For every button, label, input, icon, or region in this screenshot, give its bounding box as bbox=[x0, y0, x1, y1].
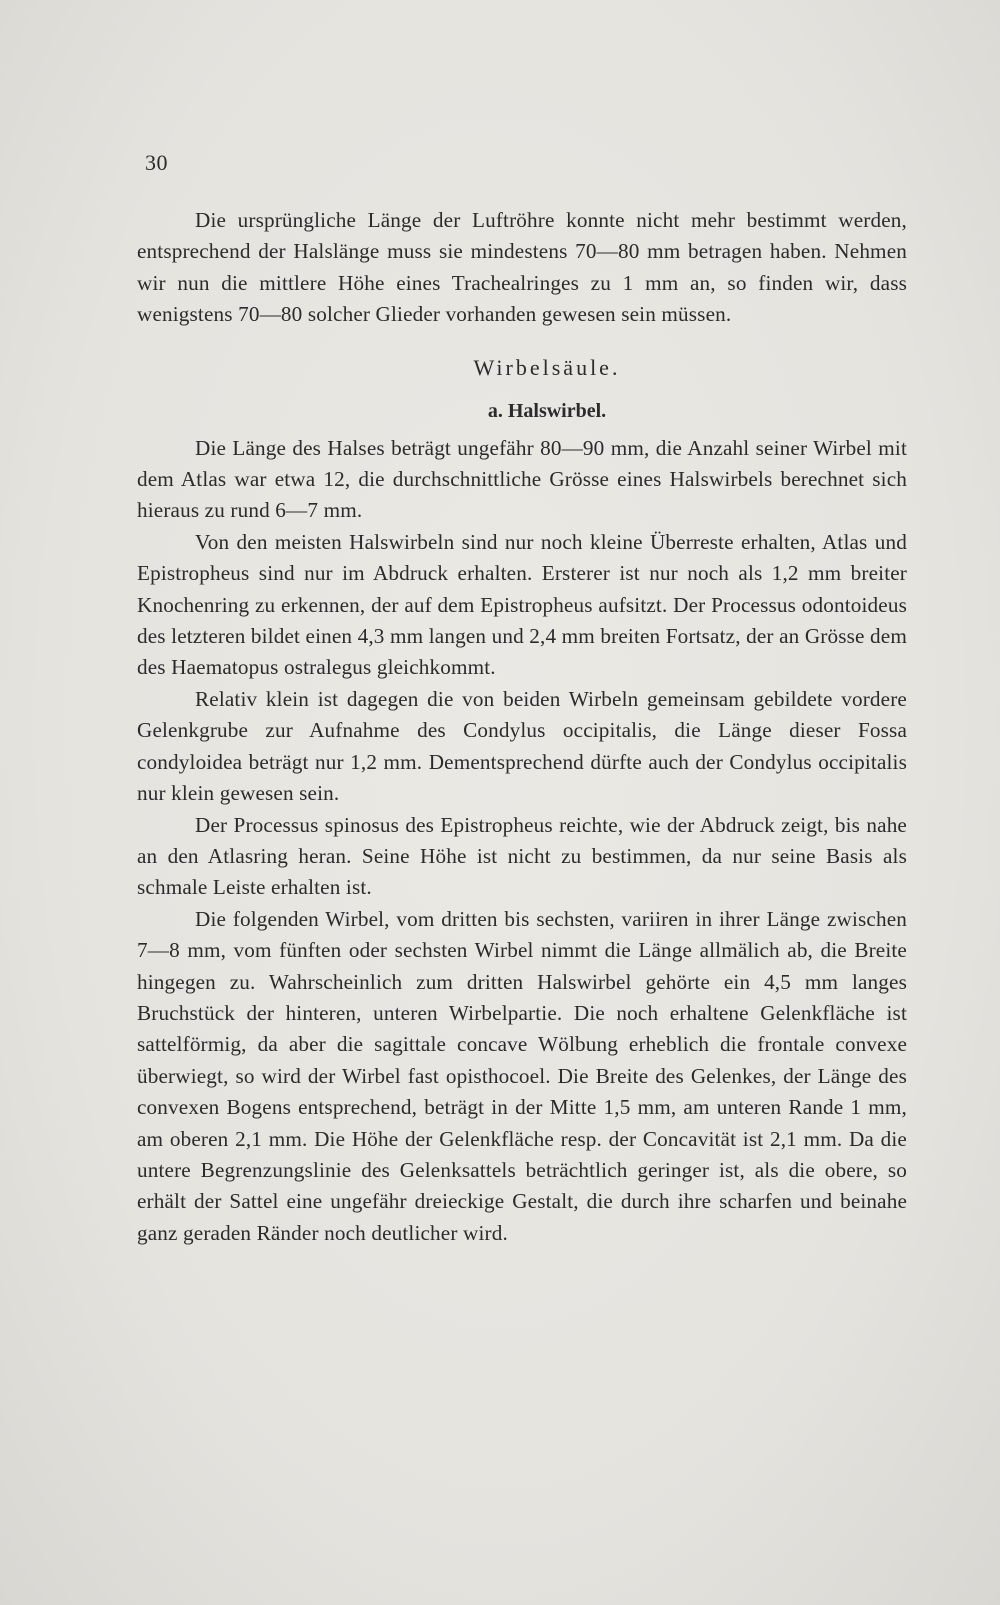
paragraph: Die Länge des Halses beträgt ungefähr 80—90 mm, die Anzahl seiner Wirbel mit dem Atlas war etwa 12, die durchschnittliche Grösse eines Halswirbels berechnet sich hieraus zu rund 6—7 mm. bbox=[137, 435, 907, 523]
paragraph: Die folgenden Wirbel, vom dritten bis sechsten, variiren in ihrer Länge zwischen 7—8 mm, vom fünften oder sechsten Wirbel nimmt die Länge allmälich ab, die Breite hingegen zu. Wahrscheinlich zum dritten Halswirbel gehörte ein 4,5 mm langes Bruchstück der hinteren, unteren Wirbelpartie. Die noch erhaltene Gelenkfläche ist sattelförmig, da aber die sagittale concave Wölbung erheblich die frontale convexe überwiegt, so wird der Wirbel fast opisthocoel. Die Breite des Gelenkes, der Länge des convexen Bogens entsprechend, beträgt in der Mitte 1,5 mm, am unteren Rande 1 mm, am oberen 2,1 mm. Die Höhe der Gelenkfläche resp. der Concavität ist 2,1 mm. Da die untere Begrenzungslinie des Gelenksattels beträchtlich geringer ist, als die obere, so erhält der Sattel eine ungefähr dreieckige Gestalt, die durch ihre scharfen und beinahe ganz geraden Ränder noch deutlicher wird. bbox=[137, 906, 907, 1245]
paragraph: Der Processus spinosus des Epistropheus reichte, wie der Abdruck zeigt, bis nahe an den Atlasring heran. Seine Höhe ist nicht zu bestimmen, da nur seine Basis als schmale Leiste erhalten ist. bbox=[137, 812, 907, 900]
paragraph: Relativ klein ist dagegen die von beiden Wirbeln gemeinsam gebildete vordere Gelenkgrube zur Aufnahme des Condylus occipitalis, die Länge dieser Fossa condyloidea beträgt nur 1,2 mm. Dementsprechend dürfte auch der Condylus occipitalis nur klein gewesen sein. bbox=[137, 686, 907, 806]
section-title: Wirbelsäule. bbox=[473, 354, 621, 380]
page-number: 30 bbox=[145, 150, 168, 175]
subsection-title: a. Halswirbel. bbox=[487, 399, 607, 422]
page-content bbox=[137, 205, 907, 1249]
paragraph: Von den meisten Halswirbeln sind nur noch kleine Überreste erhalten, Atlas und Epistropheus sind nur im Abdruck erhalten. Ersterer ist nur noch als 1,2 mm breiter Knochenring zu erkennen, der auf dem Epistropheus aufsitzt. Der Processus odontoideus des letzteren bildet einen 4,3 mm langen und 2,4 mm breiten Fortsatz, der an Grösse dem des Haematopus ostralegus gleichkommt. bbox=[137, 529, 907, 680]
paragraph-intro: Die ursprüngliche Länge der Luftröhre konnte nicht mehr bestimmt werden, entsprechend der Halslänge muss sie mindestens 70—80 mm betragen haben. Nehmen wir nun die mittlere Höhe eines Trachealringes zu 1 mm an, so finden wir, dass wenigstens 70—80 solcher Glieder vorhanden gewesen sein müssen. bbox=[137, 208, 907, 327]
